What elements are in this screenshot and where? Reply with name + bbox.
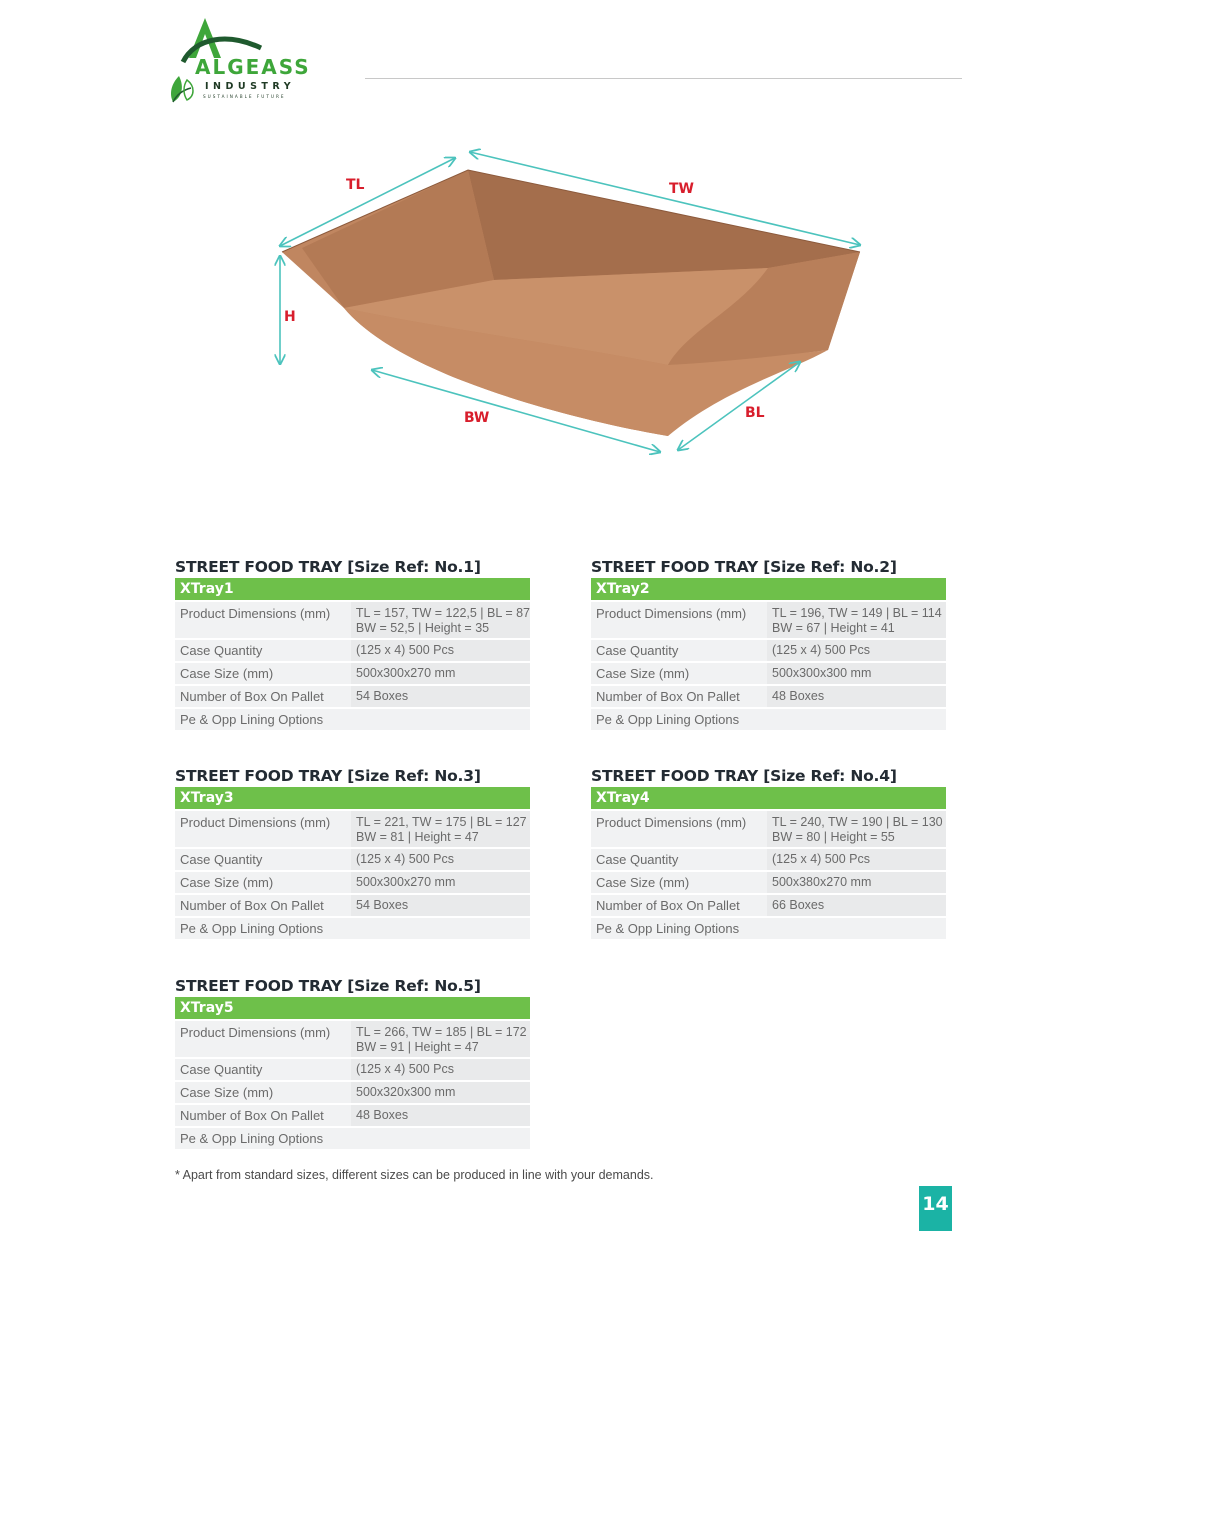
- spec-value: [351, 811, 530, 847]
- product-title: STREET FOOD TRAY [Size Ref: No.4]: [591, 767, 897, 785]
- product-title: STREET FOOD TRAY [Size Ref: No.1]: [175, 558, 481, 576]
- product-block-4: [591, 766, 946, 939]
- spec-value: 48 Boxes: [767, 686, 946, 707]
- spec-row-case-size: [175, 663, 530, 684]
- spec-value-line2: BW = 80 | Height = 55: [772, 830, 895, 844]
- logo-name: ALGEASS: [195, 55, 311, 79]
- product-code: XTray4: [591, 787, 946, 809]
- spec-value-line1: TL = 157, TW = 122,5 | BL = 87: [355, 606, 530, 620]
- spec-value-line1: TL = 266, TW = 185 | BL = 172: [356, 1025, 527, 1039]
- spec-value: (125 x 4) 500 Pcs: [351, 1059, 530, 1080]
- spec-row-case-size: [175, 1082, 530, 1103]
- label-h: H: [284, 309, 296, 325]
- spec-value: 500x320x300 mm: [351, 1082, 530, 1103]
- spec-label: Case Quantity: [180, 852, 263, 867]
- spec-label: Case Size (mm): [180, 666, 274, 681]
- product-code: XTray3: [175, 787, 530, 809]
- product-title: STREET FOOD TRAY [Size Ref: No.5]: [175, 977, 481, 995]
- spec-label: Case Quantity: [180, 1062, 263, 1077]
- spec-row-lining: [591, 709, 946, 730]
- page-number: 14: [919, 1186, 952, 1231]
- spec-value: [767, 918, 946, 939]
- brand-logo: [165, 14, 315, 106]
- spec-value-line2: BW = 52,5 | Height = 35: [355, 621, 490, 635]
- spec-label: Number of Box On Pallet: [180, 689, 324, 704]
- spec-value: (125 x 4) 500 Pcs: [767, 640, 946, 661]
- label-tw: TW: [669, 181, 694, 197]
- spec-value-line2: BW = 91 | Height = 47: [356, 1040, 479, 1054]
- product-block-1: [175, 557, 530, 730]
- spec-value: [351, 602, 530, 638]
- spec-label: Case Size (mm): [596, 875, 690, 890]
- spec-value: (125 x 4) 500 Pcs: [767, 849, 946, 870]
- spec-label: Case Size (mm): [596, 666, 690, 681]
- spec-row-case-size: [591, 872, 946, 893]
- spec-label: Number of Box On Pallet: [596, 689, 740, 704]
- spec-row-lining: [591, 918, 946, 939]
- spec-value-line2: BW = 81 | Height = 47: [356, 830, 479, 844]
- spec-value: [351, 1021, 530, 1057]
- spec-value: 500x300x270 mm: [351, 663, 530, 684]
- product-title: STREET FOOD TRAY [Size Ref: No.2]: [591, 558, 897, 576]
- spec-row-case-quantity: [591, 640, 946, 661]
- label-tl: TL: [346, 177, 365, 193]
- spec-value: 54 Boxes: [351, 686, 530, 707]
- spec-row-dimensions: [175, 602, 530, 638]
- spec-label: Case Quantity: [596, 643, 679, 658]
- spec-label: Pe & Opp Lining Options: [180, 921, 324, 936]
- spec-row-dimensions: [591, 811, 946, 847]
- spec-row-boxes-pallet: [591, 895, 946, 916]
- product-title: STREET FOOD TRAY [Size Ref: No.3]: [175, 767, 481, 785]
- spec-row-boxes-pallet: [175, 686, 530, 707]
- product-block-5: [175, 976, 530, 1149]
- leaf-icon: [171, 76, 182, 102]
- spec-row-lining: [175, 918, 530, 939]
- spec-label: Number of Box On Pallet: [180, 898, 324, 913]
- product-block-2: [591, 557, 946, 730]
- header-divider: [365, 78, 962, 79]
- spec-label: Number of Box On Pallet: [596, 898, 740, 913]
- spec-row-boxes-pallet: [175, 1105, 530, 1126]
- spec-label: Case Size (mm): [180, 1085, 274, 1100]
- spec-label: Case Quantity: [596, 852, 679, 867]
- spec-row-dimensions: [175, 811, 530, 847]
- spec-value: (125 x 4) 500 Pcs: [351, 640, 530, 661]
- product-code: XTray2: [591, 578, 946, 600]
- spec-label: Product Dimensions (mm): [180, 815, 331, 830]
- spec-value: [351, 918, 530, 939]
- footnote: * Apart from standard sizes, different sizes can be produced in line with your demands.: [175, 1168, 654, 1182]
- spec-value: 500x300x300 mm: [767, 663, 946, 684]
- spec-value: [351, 709, 530, 730]
- product-code: XTray1: [175, 578, 530, 600]
- label-bl: BL: [745, 405, 765, 421]
- spec-row-boxes-pallet: [175, 895, 530, 916]
- logo-sub: INDUSTRY: [205, 81, 296, 92]
- spec-row-lining: [175, 1128, 530, 1149]
- spec-label: Product Dimensions (mm): [596, 815, 747, 830]
- product-block-3: [175, 766, 530, 939]
- spec-value: 500x300x270 mm: [351, 872, 530, 893]
- spec-row-case-size: [591, 663, 946, 684]
- spec-value-line1: TL = 240, TW = 190 | BL = 130: [772, 815, 943, 829]
- spec-value: 500x380x270 mm: [767, 872, 946, 893]
- spec-row-case-quantity: [175, 1059, 530, 1080]
- spec-row-boxes-pallet: [591, 686, 946, 707]
- spec-label: Product Dimensions (mm): [180, 1025, 331, 1040]
- spec-value: 54 Boxes: [351, 895, 530, 916]
- spec-value: [351, 1128, 530, 1149]
- spec-row-case-quantity: [591, 849, 946, 870]
- spec-value: 48 Boxes: [351, 1105, 530, 1126]
- spec-value: 66 Boxes: [767, 895, 946, 916]
- spec-row-dimensions: [591, 602, 946, 638]
- spec-row-case-quantity: [175, 849, 530, 870]
- spec-value: [767, 709, 946, 730]
- spec-label: Pe & Opp Lining Options: [180, 1131, 324, 1146]
- spec-value: [767, 811, 946, 847]
- spec-label: Pe & Opp Lining Options: [180, 712, 324, 727]
- spec-label: Product Dimensions (mm): [180, 606, 331, 621]
- spec-label: Pe & Opp Lining Options: [596, 712, 740, 727]
- spec-row-lining: [175, 709, 530, 730]
- spec-row-case-size: [175, 872, 530, 893]
- spec-value-line1: TL = 221, TW = 175 | BL = 127: [356, 815, 527, 829]
- logo-tagline: SUSTAINABLE FUTURE: [203, 94, 286, 99]
- spec-label: Number of Box On Pallet: [180, 1108, 324, 1123]
- spec-value: [767, 602, 946, 638]
- tray-diagram: [268, 140, 878, 470]
- spec-value-line2: BW = 67 | Height = 41: [772, 621, 895, 635]
- spec-label: Case Size (mm): [180, 875, 274, 890]
- spec-value: (125 x 4) 500 Pcs: [351, 849, 530, 870]
- spec-label: Case Quantity: [180, 643, 263, 658]
- spec-label: Product Dimensions (mm): [596, 606, 747, 621]
- product-code: XTray5: [175, 997, 530, 1019]
- label-bw: BW: [464, 410, 490, 426]
- spec-label: Pe & Opp Lining Options: [596, 921, 740, 936]
- spec-row-dimensions: [175, 1021, 530, 1057]
- spec-row-case-quantity: [175, 640, 530, 661]
- spec-value-line1: TL = 196, TW = 149 | BL = 114: [772, 606, 942, 620]
